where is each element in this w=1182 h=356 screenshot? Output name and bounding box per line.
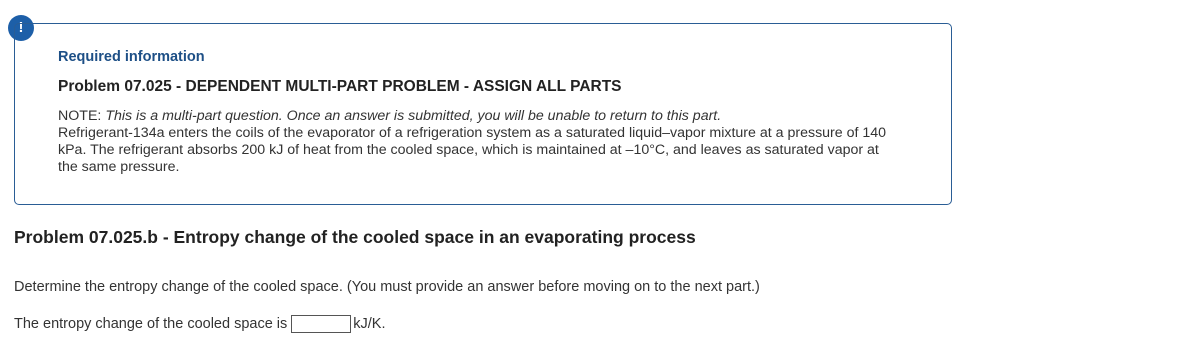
- part-heading: Problem 07.025.b - Entropy change of the cooled space in an evaporating process: [14, 227, 696, 247]
- problem-statement: [58, 108, 888, 176]
- problem-description: Refrigerant-134a enters the coils of the evaporator of a refrigeration system as a saturated liquid–vapor mixture at a pressure of 140 kPa. The refrigerant absorbs 200 kJ of heat from the cooled space, which is maintained at –10°C, and leaves as saturated vapor at the same pressure.: [58, 125, 887, 175]
- part-instruction: Determine the entropy change of the cooled space. (You must provide an answer before moving on to the next part.): [14, 279, 760, 295]
- note-text: This is a multi-part question. Once an answer is submitted, you will be unable to return to this part.: [105, 108, 722, 124]
- answer-prefix: The entropy change of the cooled space is: [14, 316, 288, 332]
- note-label: NOTE:: [58, 108, 102, 124]
- alert-icon: !: [8, 15, 34, 41]
- problem-title: Problem 07.025 - DEPENDENT MULTI-PART PROBLEM - ASSIGN ALL PARTS: [58, 78, 622, 95]
- required-information-label: Required information: [58, 49, 205, 65]
- answer-unit: kJ/K.: [353, 316, 386, 332]
- entropy-answer-input[interactable]: [291, 315, 351, 333]
- answer-row: [14, 315, 386, 333]
